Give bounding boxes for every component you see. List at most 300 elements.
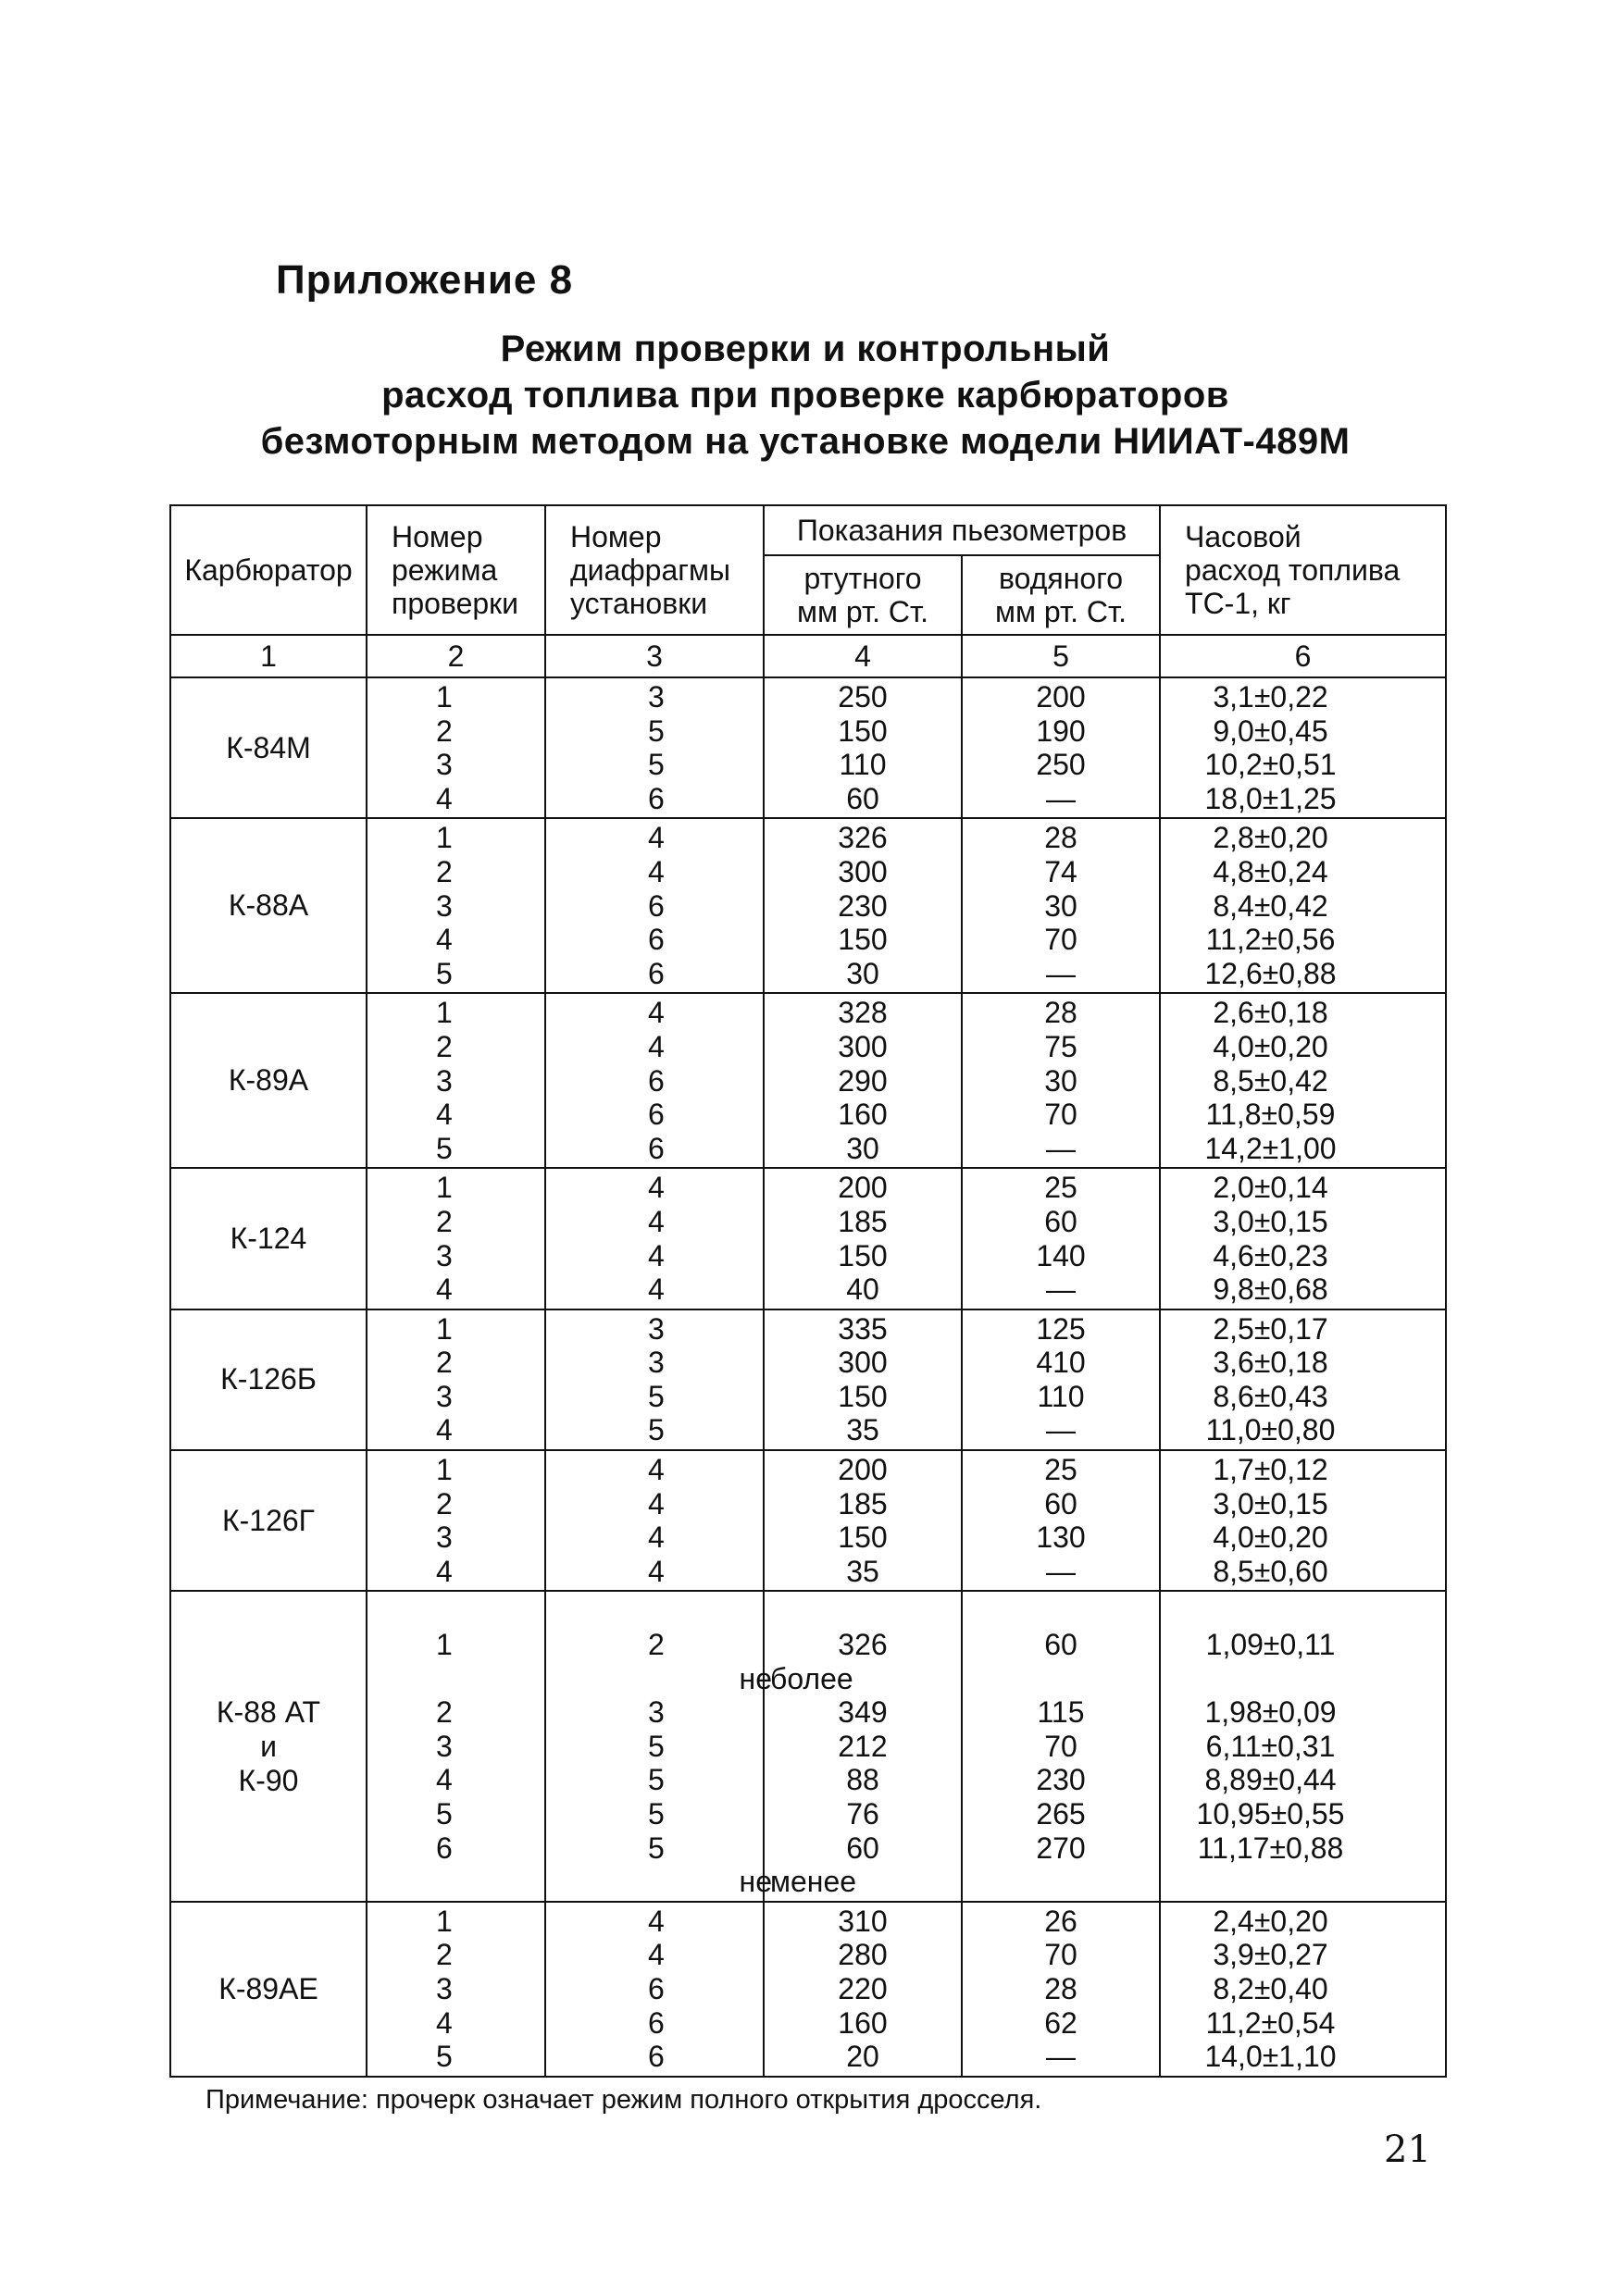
diaphragm-number-cell <box>545 1309 764 1450</box>
cell-value: 2 <box>436 1029 453 1063</box>
cell-value: 1,98±0,09 <box>1204 1695 1337 1730</box>
cell-value: 326 <box>838 821 888 855</box>
cell-value: 35 <box>846 1554 879 1588</box>
water-reading-cell <box>962 1450 1160 1591</box>
carburetor-group <box>170 677 1446 818</box>
column-number-row <box>170 635 1446 677</box>
cell-value: 4 <box>648 821 665 855</box>
carburetor-group <box>170 1309 1446 1450</box>
cell-value: 70 <box>1044 923 1077 957</box>
cell-value: 6 <box>648 956 665 990</box>
cell-value: 2 <box>648 1628 665 1662</box>
fuel-consumption-cell <box>1160 677 1446 818</box>
mercury-reading-cell <box>764 677 962 818</box>
cell-value: 10,2±0,51 <box>1204 748 1337 782</box>
cell-value: 3 <box>436 1729 453 1763</box>
mercury-reading-cell <box>764 1591 962 1901</box>
cell-value: 9,0±0,45 <box>1213 714 1328 748</box>
cell-value: 88 <box>846 1763 879 1797</box>
cell-value: 70 <box>1044 1098 1077 1132</box>
cell-value: 8,2±0,40 <box>1213 1971 1328 2005</box>
cell-value: 14,2±1,00 <box>1204 1131 1337 1165</box>
water-reading-cell <box>962 818 1160 993</box>
cell-value: 190 <box>1036 714 1086 748</box>
title-line-3: безмоторным методом на установке модели НИИАТ-489М <box>260 421 1351 462</box>
cell-value: 1 <box>436 1311 453 1346</box>
cell-value: 2 <box>436 1938 453 1972</box>
carburetor-name: К-124 <box>170 1168 367 1309</box>
table-row <box>170 1309 1446 1450</box>
cell-value: 28 <box>1044 821 1077 855</box>
cell-value: 150 <box>838 714 888 748</box>
cell-value: 220 <box>838 1971 888 2005</box>
cell-value <box>765 1594 961 1628</box>
cell-value: 4 <box>436 1098 453 1132</box>
header-piezometers: Показания пьезометров <box>764 505 1160 555</box>
cell-value: 270 <box>1036 1831 1086 1865</box>
cell-value: 1 <box>436 996 453 1030</box>
cell-value: 1 <box>436 1628 453 1662</box>
cell-value: — <box>1046 1131 1076 1165</box>
cell-value: 6 <box>436 1831 453 1865</box>
carburetor-name: К-126Г <box>170 1450 367 1591</box>
cell-value: 5 <box>436 2040 453 2074</box>
cell-value: 4 <box>436 923 453 957</box>
limit-prefix: не <box>739 1865 772 1899</box>
cell-value: 6 <box>648 1131 665 1165</box>
cell-value: 150 <box>838 923 888 957</box>
cell-value: 12,6±0,88 <box>1204 956 1337 990</box>
cell-value: 70 <box>1044 1729 1077 1763</box>
cell-value: 62 <box>1044 2005 1077 2040</box>
limit-note <box>963 1662 1159 1696</box>
cell-value: 3,0±0,15 <box>1213 1204 1328 1238</box>
cell-value: 18,0±1,25 <box>1204 781 1337 815</box>
cell-value: 328 <box>838 996 888 1030</box>
cell-value: 6 <box>648 2005 665 2040</box>
cell-value: 110 <box>1037 1379 1085 1413</box>
cell-value: 11,2±0,56 <box>1205 923 1336 957</box>
cell-value: 2,4±0,20 <box>1213 1904 1328 1938</box>
cell-value: 3 <box>436 1063 453 1098</box>
cell-value: 4 <box>648 1238 665 1272</box>
limit-note: более <box>770 1661 853 1695</box>
cell-value: 4 <box>436 781 453 815</box>
cell-value: 8,4±0,42 <box>1213 888 1328 923</box>
cell-value: 4 <box>436 1413 453 1447</box>
water-reading-cell <box>962 1168 1160 1309</box>
cell-value: 349 <box>838 1695 888 1730</box>
limit-note <box>546 1865 772 1899</box>
appendix-label: Приложение 8 <box>276 257 574 303</box>
carburetor-name-line: К-90 <box>238 1763 299 1797</box>
header-fuel-line: Часовой <box>1185 520 1301 553</box>
cell-value: 5 <box>648 748 665 782</box>
title-line-2: расход топлива при проверке карбюраторов <box>381 375 1229 416</box>
header-diaphragm-line: Номер <box>570 520 662 553</box>
cell-value: 4 <box>648 1486 665 1520</box>
cell-value: 1 <box>436 1453 453 1487</box>
cell-value: 280 <box>838 1938 888 1972</box>
cell-value: 11,8±0,59 <box>1205 1098 1336 1132</box>
water-reading-cell <box>962 1902 1160 2077</box>
header-water-line: мм рт. Ст. <box>995 595 1127 628</box>
carburetor-name-line: и <box>260 1729 277 1763</box>
cell-value: 70 <box>1044 1938 1077 1972</box>
cell-value: 3 <box>436 1238 453 1272</box>
column-number: 1 <box>170 635 367 677</box>
cell-value: 3,6±0,18 <box>1213 1346 1328 1380</box>
cell-value: — <box>1046 1272 1076 1307</box>
limit-prefix: не <box>739 1661 772 1695</box>
cell-value: 5 <box>648 714 665 748</box>
cell-value: 5 <box>648 1379 665 1413</box>
cell-value: 5 <box>648 1763 665 1797</box>
cell-value: 28 <box>1044 1971 1077 2005</box>
cell-value: 6,11±0,31 <box>1205 1729 1336 1763</box>
column-number: 5 <box>962 635 1160 677</box>
carburetor-group <box>170 1450 1446 1591</box>
mode-number-cell <box>367 1168 545 1309</box>
cell-value: 335 <box>838 1311 888 1346</box>
carburetor-name: К-126Б <box>170 1309 367 1450</box>
carburetor-group <box>170 993 1446 1168</box>
fuel-consumption-cell <box>1160 1591 1446 1901</box>
cell-value: 4 <box>648 1554 665 1588</box>
water-reading-cell <box>962 993 1160 1168</box>
cell-value: 160 <box>838 1098 888 1132</box>
cell-value: 310 <box>838 1904 888 1938</box>
carburetor-name: К-88А <box>170 818 367 993</box>
cell-value: 4 <box>648 1904 665 1938</box>
cell-value: 60 <box>1044 1486 1077 1520</box>
carburetor-group <box>170 1168 1446 1309</box>
cell-value: 60 <box>846 1831 879 1865</box>
fuel-consumption-cell <box>1160 1168 1446 1309</box>
cell-value: 4 <box>648 1171 665 1205</box>
carburetor-group <box>170 1902 1446 2077</box>
column-number: 2 <box>367 635 545 677</box>
cell-value: 250 <box>1036 748 1086 782</box>
cell-value: 28 <box>1044 996 1077 1030</box>
cell-value: 300 <box>838 854 888 888</box>
cell-value: 6 <box>648 1063 665 1098</box>
header-diaphragm-line: диафрагмы <box>570 553 730 587</box>
table-row <box>170 1902 1446 2077</box>
fuel-consumption-cell <box>1160 1902 1446 2077</box>
cell-value: 8,6±0,43 <box>1213 1379 1328 1413</box>
mercury-reading-cell <box>764 818 962 993</box>
cell-value: 20 <box>846 2040 879 2074</box>
cell-value: 200 <box>838 1171 888 1205</box>
mode-number-cell <box>367 1450 545 1591</box>
cell-value: 4 <box>436 1272 453 1307</box>
cell-value: 3,0±0,15 <box>1213 1486 1328 1520</box>
diaphragm-number-cell <box>545 818 764 993</box>
mercury-reading-cell <box>764 1309 962 1450</box>
cell-value: 200 <box>1036 680 1086 714</box>
mercury-reading-cell <box>764 993 962 1168</box>
header-mode-line: режима <box>392 553 498 587</box>
water-reading-cell <box>962 1591 1160 1901</box>
cell-value: 4 <box>648 1272 665 1307</box>
cell-value: 4 <box>436 2005 453 2040</box>
cell-value <box>963 1594 1159 1628</box>
mode-number-cell <box>367 1591 545 1901</box>
cell-value: 26 <box>1044 1904 1077 1938</box>
cell-value: 4,0±0,20 <box>1213 1029 1328 1063</box>
fuel-consumption-cell <box>1160 1309 1446 1450</box>
cell-value: 212 <box>838 1729 888 1763</box>
title-line-1: Режим проверки и контрольный <box>500 329 1111 369</box>
cell-value: 5 <box>648 1729 665 1763</box>
limit-note <box>367 1865 544 1899</box>
fuel-consumption-table <box>169 504 1447 2078</box>
cell-value: 4 <box>648 1029 665 1063</box>
cell-value: 1,09±0,11 <box>1205 1628 1336 1662</box>
cell-value: 4,6±0,23 <box>1213 1238 1328 1272</box>
diaphragm-number-cell <box>545 677 764 818</box>
header-diaphragm-line: установки <box>570 587 708 620</box>
cell-value: 3 <box>648 680 665 714</box>
mode-number-cell <box>367 1902 545 2077</box>
diaphragm-number-cell <box>545 1450 764 1591</box>
cell-value: 4 <box>648 1204 665 1238</box>
cell-value: 74 <box>1044 854 1077 888</box>
cell-value: 25 <box>1044 1453 1077 1487</box>
cell-value: 3 <box>436 888 453 923</box>
cell-value: 150 <box>838 1379 888 1413</box>
limit-note <box>546 1661 772 1696</box>
cell-value <box>1161 1594 1445 1628</box>
header-fuel <box>1160 505 1446 635</box>
carburetor-group <box>170 818 1446 993</box>
cell-value: 3 <box>436 1520 453 1555</box>
cell-value: 3 <box>436 1971 453 2005</box>
header-mode <box>367 505 545 635</box>
mercury-reading-cell <box>764 1450 962 1591</box>
cell-value: 4 <box>436 1554 453 1588</box>
cell-value: 115 <box>1037 1695 1085 1730</box>
cell-value: 3 <box>436 1379 453 1413</box>
header-carburetor: Карбюратор <box>170 505 367 635</box>
limit-note <box>963 1865 1159 1899</box>
cell-value: 4 <box>648 1453 665 1487</box>
carburetor-group <box>170 1591 1446 1901</box>
cell-value: 11,17±0,88 <box>1197 1831 1344 1865</box>
cell-value: 2,6±0,18 <box>1213 996 1328 1030</box>
cell-value: 4 <box>648 1520 665 1555</box>
diaphragm-number-cell <box>545 1902 764 2077</box>
cell-value: 160 <box>838 2005 888 2040</box>
carburetor-name-line: К-88 АТ <box>216 1694 321 1729</box>
cell-value: 8,5±0,60 <box>1213 1554 1328 1588</box>
cell-value: 250 <box>838 680 888 714</box>
cell-value: 6 <box>648 781 665 815</box>
cell-value: — <box>1046 1413 1076 1447</box>
cell-value: 6 <box>648 2040 665 2074</box>
cell-value: 2 <box>436 714 453 748</box>
cell-value: 30 <box>1044 1063 1077 1098</box>
cell-value: 1 <box>436 1904 453 1938</box>
cell-value: 4 <box>648 854 665 888</box>
header-mode-line: Номер <box>392 520 483 553</box>
document-title <box>157 326 1453 465</box>
limit-note <box>1161 1865 1445 1899</box>
cell-value: 35 <box>846 1413 879 1447</box>
cell-value: 1 <box>436 1171 453 1205</box>
mode-number-cell <box>367 1309 545 1450</box>
cell-value: 30 <box>846 956 879 990</box>
cell-value: 30 <box>846 1131 879 1165</box>
mode-number-cell <box>367 993 545 1168</box>
diaphragm-number-cell <box>545 1168 764 1309</box>
table-row <box>170 1591 1446 1901</box>
cell-value: 130 <box>1036 1520 1086 1555</box>
cell-value: 4,8±0,24 <box>1213 854 1328 888</box>
cell-value: 200 <box>838 1453 888 1487</box>
cell-value: 6 <box>648 923 665 957</box>
cell-value: 150 <box>838 1238 888 1272</box>
fuel-consumption-cell <box>1160 818 1446 993</box>
cell-value: 290 <box>838 1063 888 1098</box>
cell-value: 185 <box>838 1486 888 1520</box>
column-number: 6 <box>1160 635 1446 677</box>
header-mercury <box>764 555 962 635</box>
cell-value: 5 <box>648 1413 665 1447</box>
table-row <box>170 1450 1446 1591</box>
cell-value: 3 <box>648 1311 665 1346</box>
cell-value: 5 <box>648 1797 665 1831</box>
cell-value: 5 <box>436 1131 453 1165</box>
page-number: 21 <box>1384 2128 1431 2171</box>
cell-value: 40 <box>846 1272 879 1307</box>
cell-value: 11,0±0,80 <box>1205 1413 1336 1447</box>
carburetor-name: К-89А <box>170 993 367 1168</box>
header-fuel-line: расход топлива <box>1185 553 1401 587</box>
cell-value: 5 <box>648 1831 665 1865</box>
diaphragm-number-cell <box>545 993 764 1168</box>
cell-value: 14,0±1,10 <box>1204 2040 1337 2074</box>
cell-value: 25 <box>1044 1171 1077 1205</box>
cell-value <box>546 1594 763 1628</box>
table-row <box>170 993 1446 1168</box>
cell-value: — <box>1046 2040 1076 2074</box>
cell-value: 3,1±0,22 <box>1213 680 1328 714</box>
mercury-reading-cell <box>764 1168 962 1309</box>
cell-value: 9,8±0,68 <box>1213 1272 1328 1307</box>
cell-value: 6 <box>648 1098 665 1132</box>
cell-value: 8,5±0,42 <box>1213 1063 1328 1098</box>
cell-value: 60 <box>1044 1204 1077 1238</box>
cell-value: — <box>1046 781 1076 815</box>
table-row <box>170 818 1446 993</box>
cell-value: 4 <box>436 1763 453 1797</box>
cell-value: 8,89±0,44 <box>1204 1763 1337 1797</box>
mode-number-cell <box>367 677 545 818</box>
cell-value: 2,5±0,17 <box>1213 1311 1328 1346</box>
cell-value: 1 <box>436 821 453 855</box>
cell-value: 4 <box>648 996 665 1030</box>
cell-value: 230 <box>838 888 888 923</box>
cell-value: 2 <box>436 854 453 888</box>
limit-note <box>367 1662 544 1696</box>
limit-note: менее <box>770 1865 857 1899</box>
cell-value: 3 <box>436 748 453 782</box>
column-number: 4 <box>764 635 962 677</box>
cell-value: 2,0±0,14 <box>1213 1171 1328 1205</box>
cell-value: 2 <box>436 1695 453 1730</box>
header-diaphragm <box>545 505 764 635</box>
cell-value: 10,95±0,55 <box>1196 1797 1345 1831</box>
mercury-reading-cell <box>764 1902 962 2077</box>
cell-value: 76 <box>846 1797 879 1831</box>
cell-value: 1 <box>436 680 453 714</box>
cell-value: 30 <box>1044 888 1077 923</box>
cell-value: 6 <box>648 1971 665 2005</box>
cell-value: 300 <box>838 1346 888 1380</box>
cell-value: 1,7±0,12 <box>1213 1453 1328 1487</box>
cell-value: 140 <box>1036 1238 1086 1272</box>
carburetor-name <box>170 1591 367 1901</box>
cell-value: 11,2±0,54 <box>1205 2005 1336 2040</box>
header-fuel-line: ТС-1, кг <box>1185 587 1291 620</box>
fuel-consumption-cell <box>1160 1450 1446 1591</box>
cell-value: 410 <box>1036 1346 1086 1380</box>
cell-value: 125 <box>1036 1311 1086 1346</box>
table-row <box>170 677 1446 818</box>
table-row <box>170 1168 1446 1309</box>
cell-value: 5 <box>436 1797 453 1831</box>
diaphragm-number-cell <box>545 1591 772 1901</box>
header-water <box>962 555 1160 635</box>
carburetor-name: К-89АЕ <box>170 1902 367 2077</box>
header-water-line: водяного <box>999 562 1123 595</box>
cell-value: 75 <box>1044 1029 1077 1063</box>
cell-value: 230 <box>1036 1763 1086 1797</box>
footnote: Примечание: прочерк означает режим полного открытия дросселя. <box>205 2085 1042 2115</box>
cell-value: 6 <box>648 888 665 923</box>
carburetor-name: К-84М <box>170 677 367 818</box>
cell-value: 2 <box>436 1204 453 1238</box>
header-mercury-line: ртутного <box>803 562 922 595</box>
cell-value: 3,9±0,27 <box>1213 1938 1328 1972</box>
cell-value: 4,0±0,20 <box>1213 1520 1328 1555</box>
header-mode-line: проверки <box>392 587 519 620</box>
cell-value: 185 <box>838 1204 888 1238</box>
water-reading-cell <box>962 677 1160 818</box>
cell-value: 265 <box>1036 1797 1086 1831</box>
cell-value: 300 <box>838 1029 888 1063</box>
cell-value: — <box>1046 956 1076 990</box>
fuel-consumption-cell <box>1160 993 1446 1168</box>
mode-number-cell <box>367 818 545 993</box>
cell-value: 60 <box>1044 1628 1077 1662</box>
column-number: 3 <box>545 635 764 677</box>
water-reading-cell <box>962 1309 1160 1450</box>
cell-value: 326 <box>838 1628 888 1662</box>
limit-note <box>1161 1662 1445 1696</box>
cell-value: 150 <box>838 1520 888 1555</box>
cell-value: 3 <box>648 1695 665 1730</box>
cell-value: 4 <box>648 1938 665 1972</box>
cell-value: 2,8±0,20 <box>1213 821 1328 855</box>
cell-value: 110 <box>839 748 887 782</box>
header-mercury-line: мм рт. Ст. <box>797 595 928 628</box>
cell-value <box>367 1594 544 1628</box>
cell-value: 5 <box>436 956 453 990</box>
cell-value: — <box>1046 1554 1076 1588</box>
